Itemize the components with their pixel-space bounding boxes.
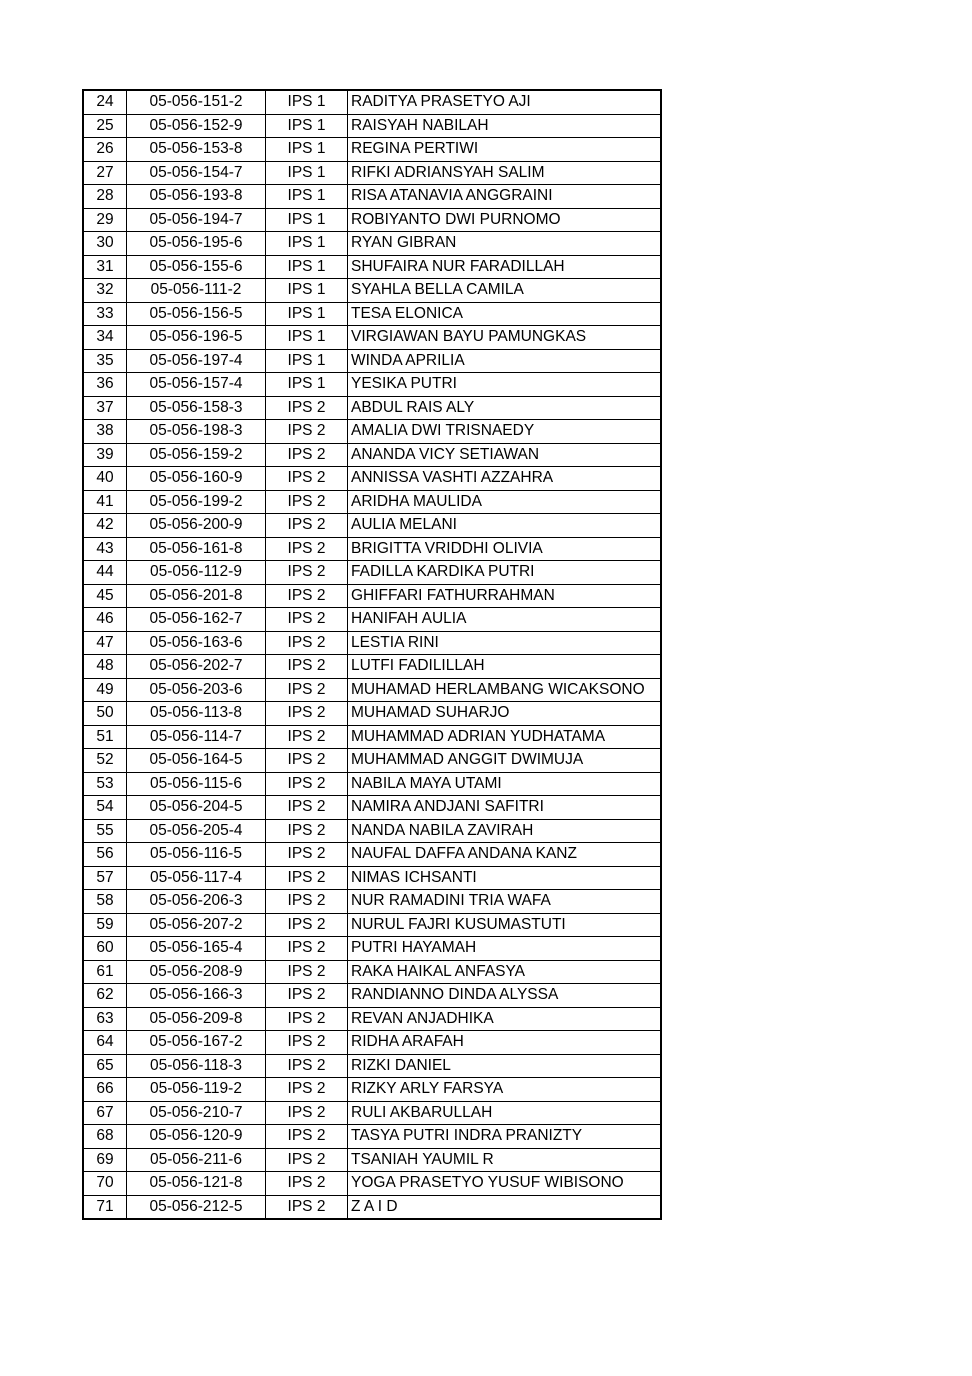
student-id: 05-056-208-9: [127, 960, 266, 984]
row-number: 57: [83, 866, 127, 890]
class-name: IPS 1: [266, 185, 348, 209]
student-name: MUHAMMAD ANGGIT DWIMUJA: [348, 749, 662, 773]
student-name: RIZKY ARLY FARSYA: [348, 1078, 662, 1102]
student-id: 05-056-199-2: [127, 490, 266, 514]
row-number: 51: [83, 725, 127, 749]
student-id: 05-056-112-9: [127, 561, 266, 585]
student-id: 05-056-158-3: [127, 396, 266, 420]
row-number: 30: [83, 232, 127, 256]
student-id: 05-056-160-9: [127, 467, 266, 491]
table-row: [83, 866, 661, 890]
student-name: RIFKI ADRIANSYAH SALIM: [348, 161, 662, 185]
table-row: [83, 138, 661, 162]
row-number: 67: [83, 1101, 127, 1125]
class-name: IPS 2: [266, 1125, 348, 1149]
student-id: 05-056-209-8: [127, 1007, 266, 1031]
class-name: IPS 1: [266, 90, 348, 114]
class-name: IPS 2: [266, 420, 348, 444]
table-row: [83, 114, 661, 138]
student-id: 05-056-116-5: [127, 843, 266, 867]
student-id: 05-056-115-6: [127, 772, 266, 796]
student-id: 05-056-210-7: [127, 1101, 266, 1125]
row-number: 59: [83, 913, 127, 937]
row-number: 50: [83, 702, 127, 726]
class-name: IPS 2: [266, 1195, 348, 1219]
student-id: 05-056-212-5: [127, 1195, 266, 1219]
student-id: 05-056-205-4: [127, 819, 266, 843]
student-name: WINDA APRILIA: [348, 349, 662, 373]
student-name: SHUFAIRA NUR FARADILLAH: [348, 255, 662, 279]
student-roster-body: [83, 90, 661, 1219]
row-number: 44: [83, 561, 127, 585]
row-number: 70: [83, 1172, 127, 1196]
student-name: TESA ELONICA: [348, 302, 662, 326]
student-name: ROBIYANTO DWI PURNOMO: [348, 208, 662, 232]
row-number: 45: [83, 584, 127, 608]
row-number: 60: [83, 937, 127, 961]
row-number: 69: [83, 1148, 127, 1172]
table-row: [83, 631, 661, 655]
student-name: RIZKI DANIEL: [348, 1054, 662, 1078]
class-name: IPS 2: [266, 1054, 348, 1078]
table-row: [83, 279, 661, 303]
student-name: ABDUL RAIS ALY: [348, 396, 662, 420]
student-id: 05-056-113-8: [127, 702, 266, 726]
student-name: LUTFI FADILILLAH: [348, 655, 662, 679]
row-number: 25: [83, 114, 127, 138]
table-row: [83, 90, 661, 114]
student-name: LESTIA RINI: [348, 631, 662, 655]
class-name: IPS 2: [266, 796, 348, 820]
class-name: IPS 2: [266, 537, 348, 561]
table-row: [83, 208, 661, 232]
class-name: IPS 2: [266, 1148, 348, 1172]
row-number: 71: [83, 1195, 127, 1219]
student-name: SYAHLA BELLA CAMILA: [348, 279, 662, 303]
table-row: [83, 255, 661, 279]
class-name: IPS 2: [266, 913, 348, 937]
student-name: ANNISSA VASHTI AZZAHRA: [348, 467, 662, 491]
class-name: IPS 1: [266, 349, 348, 373]
row-number: 65: [83, 1054, 127, 1078]
class-name: IPS 2: [266, 772, 348, 796]
student-name: NABILA MAYA UTAMI: [348, 772, 662, 796]
student-id: 05-056-195-6: [127, 232, 266, 256]
student-name: FADILLA KARDIKA PUTRI: [348, 561, 662, 585]
row-number: 61: [83, 960, 127, 984]
student-id: 05-056-162-7: [127, 608, 266, 632]
student-name: MUHAMAD SUHARJO: [348, 702, 662, 726]
row-number: 68: [83, 1125, 127, 1149]
student-name: RISA ATANAVIA ANGGRAINI: [348, 185, 662, 209]
student-name: ANANDA VICY SETIAWAN: [348, 443, 662, 467]
student-id: 05-056-151-2: [127, 90, 266, 114]
student-name: REGINA PERTIWI: [348, 138, 662, 162]
row-number: 31: [83, 255, 127, 279]
table-row: [83, 843, 661, 867]
student-id: 05-056-156-5: [127, 302, 266, 326]
student-id: 05-056-163-6: [127, 631, 266, 655]
table-row: [83, 349, 661, 373]
table-row: [83, 655, 661, 679]
table-row: [83, 1101, 661, 1125]
row-number: 33: [83, 302, 127, 326]
class-name: IPS 2: [266, 866, 348, 890]
student-id: 05-056-159-2: [127, 443, 266, 467]
row-number: 27: [83, 161, 127, 185]
table-row: [83, 185, 661, 209]
student-id: 05-056-117-4: [127, 866, 266, 890]
student-name: AULIA MELANI: [348, 514, 662, 538]
student-name: NAMIRA ANDJANI SAFITRI: [348, 796, 662, 820]
student-name: TSANIAH YAUMIL R: [348, 1148, 662, 1172]
class-name: IPS 2: [266, 749, 348, 773]
row-number: 28: [83, 185, 127, 209]
class-name: IPS 2: [266, 514, 348, 538]
table-row: [83, 1078, 661, 1102]
student-name: MUHAMAD HERLAMBANG WICAKSONO: [348, 678, 662, 702]
table-row: [83, 725, 661, 749]
table-row: [83, 584, 661, 608]
class-name: IPS 1: [266, 302, 348, 326]
student-id: 05-056-204-5: [127, 796, 266, 820]
student-name: BRIGITTA VRIDDHI OLIVIA: [348, 537, 662, 561]
student-id: 05-056-154-7: [127, 161, 266, 185]
class-name: IPS 2: [266, 678, 348, 702]
table-row: [83, 960, 661, 984]
student-roster-table: [82, 89, 662, 1220]
class-name: IPS 2: [266, 655, 348, 679]
student-id: 05-056-194-7: [127, 208, 266, 232]
row-number: 24: [83, 90, 127, 114]
table-row: [83, 1007, 661, 1031]
class-name: IPS 2: [266, 561, 348, 585]
row-number: 32: [83, 279, 127, 303]
row-number: 43: [83, 537, 127, 561]
class-name: IPS 2: [266, 1078, 348, 1102]
class-name: IPS 2: [266, 890, 348, 914]
class-name: IPS 2: [266, 984, 348, 1008]
table-row: [83, 984, 661, 1008]
row-number: 52: [83, 749, 127, 773]
table-row: [83, 467, 661, 491]
student-id: 05-056-165-4: [127, 937, 266, 961]
student-name: YOGA PRASETYO YUSUF WIBISONO: [348, 1172, 662, 1196]
table-row: [83, 772, 661, 796]
student-id: 05-056-161-8: [127, 537, 266, 561]
student-name: ARIDHA MAULIDA: [348, 490, 662, 514]
student-name: RYAN GIBRAN: [348, 232, 662, 256]
student-name: NAUFAL DAFFA ANDANA KANZ: [348, 843, 662, 867]
row-number: 38: [83, 420, 127, 444]
table-row: [83, 537, 661, 561]
row-number: 26: [83, 138, 127, 162]
table-row: [83, 443, 661, 467]
row-number: 41: [83, 490, 127, 514]
row-number: 63: [83, 1007, 127, 1031]
student-name: RADITYA PRASETYO AJI: [348, 90, 662, 114]
row-number: 48: [83, 655, 127, 679]
table-row: [83, 514, 661, 538]
student-name: PUTRI HAYAMAH: [348, 937, 662, 961]
student-name: VIRGIAWAN BAYU PAMUNGKAS: [348, 326, 662, 350]
student-id: 05-056-207-2: [127, 913, 266, 937]
class-name: IPS 1: [266, 138, 348, 162]
table-row: [83, 796, 661, 820]
student-name: AMALIA DWI TRISNAEDY: [348, 420, 662, 444]
table-row: [83, 373, 661, 397]
student-name: YESIKA PUTRI: [348, 373, 662, 397]
student-name: Z A I D: [348, 1195, 662, 1219]
student-id: 05-056-157-4: [127, 373, 266, 397]
student-name: GHIFFARI FATHURRAHMAN: [348, 584, 662, 608]
table-row: [83, 608, 661, 632]
class-name: IPS 1: [266, 208, 348, 232]
student-name: RAKA HAIKAL ANFASYA: [348, 960, 662, 984]
table-row: [83, 1054, 661, 1078]
student-name: RULI AKBARULLAH: [348, 1101, 662, 1125]
class-name: IPS 1: [266, 279, 348, 303]
row-number: 64: [83, 1031, 127, 1055]
table-row: [83, 937, 661, 961]
class-name: IPS 2: [266, 1172, 348, 1196]
class-name: IPS 1: [266, 326, 348, 350]
student-name: NIMAS ICHSANTI: [348, 866, 662, 890]
table-row: [83, 702, 661, 726]
student-id: 05-056-152-9: [127, 114, 266, 138]
table-row: [83, 678, 661, 702]
class-name: IPS 1: [266, 161, 348, 185]
student-id: 05-056-155-6: [127, 255, 266, 279]
student-name: NURUL FAJRI KUSUMASTUTI: [348, 913, 662, 937]
table-row: [83, 1195, 661, 1219]
table-row: [83, 1172, 661, 1196]
class-name: IPS 1: [266, 373, 348, 397]
student-id: 05-056-121-8: [127, 1172, 266, 1196]
class-name: IPS 2: [266, 1031, 348, 1055]
student-id: 05-056-193-8: [127, 185, 266, 209]
student-id: 05-056-203-6: [127, 678, 266, 702]
class-name: IPS 2: [266, 843, 348, 867]
row-number: 49: [83, 678, 127, 702]
student-id: 05-056-111-2: [127, 279, 266, 303]
row-number: 58: [83, 890, 127, 914]
table-row: [83, 890, 661, 914]
student-name: RAISYAH NABILAH: [348, 114, 662, 138]
student-id: 05-056-198-3: [127, 420, 266, 444]
student-id: 05-056-119-2: [127, 1078, 266, 1102]
table-row: [83, 420, 661, 444]
class-name: IPS 2: [266, 608, 348, 632]
student-id: 05-056-167-2: [127, 1031, 266, 1055]
row-number: 39: [83, 443, 127, 467]
student-id: 05-056-166-3: [127, 984, 266, 1008]
student-id: 05-056-114-7: [127, 725, 266, 749]
table-row: [83, 1148, 661, 1172]
student-id: 05-056-197-4: [127, 349, 266, 373]
class-name: IPS 1: [266, 114, 348, 138]
table-row: [83, 913, 661, 937]
class-name: IPS 2: [266, 725, 348, 749]
class-name: IPS 2: [266, 960, 348, 984]
table-row: [83, 326, 661, 350]
class-name: IPS 2: [266, 490, 348, 514]
class-name: IPS 2: [266, 584, 348, 608]
table-row: [83, 490, 661, 514]
row-number: 35: [83, 349, 127, 373]
student-id: 05-056-201-8: [127, 584, 266, 608]
class-name: IPS 2: [266, 1007, 348, 1031]
student-id: 05-056-196-5: [127, 326, 266, 350]
student-name: HANIFAH AULIA: [348, 608, 662, 632]
table-row: [83, 1031, 661, 1055]
class-name: IPS 1: [266, 255, 348, 279]
student-name: REVAN ANJADHIKA: [348, 1007, 662, 1031]
row-number: 66: [83, 1078, 127, 1102]
student-name: RANDIANNO DINDA ALYSSA: [348, 984, 662, 1008]
table-row: [83, 302, 661, 326]
row-number: 37: [83, 396, 127, 420]
student-name: MUHAMMAD ADRIAN YUDHATAMA: [348, 725, 662, 749]
table-row: [83, 232, 661, 256]
row-number: 47: [83, 631, 127, 655]
table-row: [83, 749, 661, 773]
class-name: IPS 2: [266, 631, 348, 655]
table-row: [83, 396, 661, 420]
student-name: TASYA PUTRI INDRA PRANIZTY: [348, 1125, 662, 1149]
student-name: NUR RAMADINI TRIA WAFA: [348, 890, 662, 914]
student-id: 05-056-120-9: [127, 1125, 266, 1149]
student-id: 05-056-206-3: [127, 890, 266, 914]
student-id: 05-056-200-9: [127, 514, 266, 538]
row-number: 53: [83, 772, 127, 796]
table-row: [83, 1125, 661, 1149]
row-number: 34: [83, 326, 127, 350]
row-number: 54: [83, 796, 127, 820]
row-number: 40: [83, 467, 127, 491]
table-row: [83, 819, 661, 843]
class-name: IPS 2: [266, 702, 348, 726]
student-id: 05-056-118-3: [127, 1054, 266, 1078]
table-row: [83, 161, 661, 185]
class-name: IPS 2: [266, 1101, 348, 1125]
student-name: RIDHA ARAFAH: [348, 1031, 662, 1055]
row-number: 42: [83, 514, 127, 538]
class-name: IPS 2: [266, 396, 348, 420]
class-name: IPS 1: [266, 232, 348, 256]
student-id: 05-056-153-8: [127, 138, 266, 162]
class-name: IPS 2: [266, 819, 348, 843]
row-number: 36: [83, 373, 127, 397]
row-number: 55: [83, 819, 127, 843]
class-name: IPS 2: [266, 937, 348, 961]
row-number: 56: [83, 843, 127, 867]
row-number: 46: [83, 608, 127, 632]
class-name: IPS 2: [266, 443, 348, 467]
student-id: 05-056-202-7: [127, 655, 266, 679]
student-name: NANDA NABILA ZAVIRAH: [348, 819, 662, 843]
table-row: [83, 561, 661, 585]
row-number: 29: [83, 208, 127, 232]
row-number: 62: [83, 984, 127, 1008]
student-id: 05-056-164-5: [127, 749, 266, 773]
student-id: 05-056-211-6: [127, 1148, 266, 1172]
class-name: IPS 2: [266, 467, 348, 491]
